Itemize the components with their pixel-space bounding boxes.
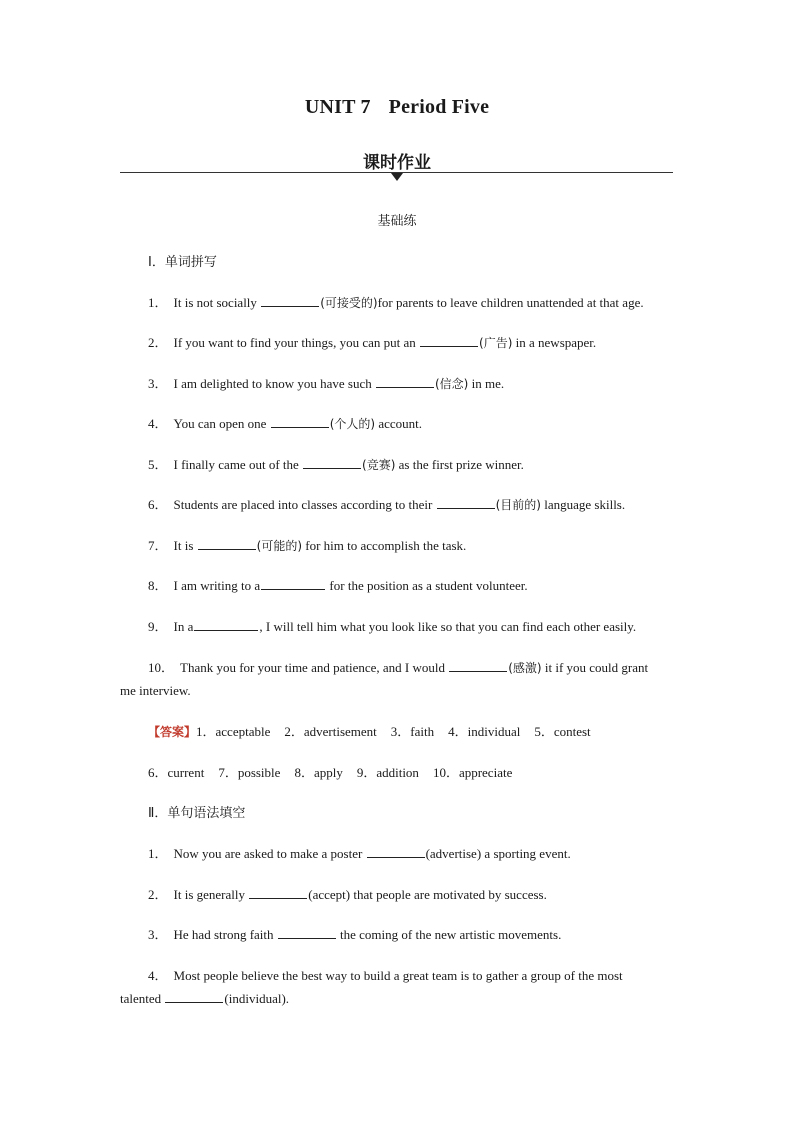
question-item: 3． I am delighted to know you have such (信念) in me. [148, 376, 505, 391]
question-item-continuation: me interview. [120, 683, 191, 698]
answer-row: 【答案】1．acceptable 2．advertisement 3．faith 4．individual 5．contest [148, 724, 591, 739]
title-period: Period Five [388, 96, 490, 118]
part1-heading: Ⅰ．单词拼写 [148, 255, 217, 270]
question-item: 5． I finally came out of the (竞赛) as the first prize winner. [148, 457, 524, 472]
section-label: 基础练 [377, 214, 417, 229]
answer-label: 【答案】 [148, 725, 197, 739]
question-item: 6． Students are placed into classes according to their (目前的) language skills. [148, 497, 626, 512]
answer-blank[interactable] [194, 619, 258, 631]
question-item: 4． Most people believe the best way to build a great team is to gather a group of the most [148, 968, 623, 983]
answer-blank[interactable] [437, 497, 495, 509]
answer-blank[interactable] [367, 846, 425, 858]
question-item: 7． It is (可能的) for him to accomplish the task. [148, 538, 467, 553]
answer-blank[interactable] [261, 295, 319, 307]
answer-row: 6．current 7．possible 8．apply 9．addition 10．appreciate [148, 765, 513, 780]
page-subtitle: 课时作业 [363, 153, 431, 173]
answer-blank[interactable] [303, 457, 361, 469]
title-unit: UNIT 7 [304, 96, 371, 118]
answer-blank[interactable] [249, 887, 307, 899]
triangle-marker-icon [391, 173, 403, 181]
answer-blank[interactable] [278, 927, 336, 939]
answer-blank[interactable] [449, 660, 507, 672]
question-item: 8． I am writing to a for the position as a student volunteer. [148, 578, 528, 593]
answer-blank[interactable] [165, 991, 223, 1003]
question-item-continuation: talented (individual). [120, 991, 290, 1006]
answer-blank[interactable] [261, 578, 325, 590]
page-title [0, 96, 794, 119]
answer-blank[interactable] [376, 376, 434, 388]
question-item: 9． In a , I will tell him what you look like so that you can find each other easily. [148, 619, 637, 634]
answer-blank[interactable] [271, 416, 329, 428]
answer-blank[interactable] [420, 335, 478, 347]
part2-heading: Ⅱ．单句语法填空 [148, 806, 246, 821]
question-item: 1． Now you are asked to make a poster (advertise) a sporting event. [148, 846, 571, 861]
question-item: 2． If you want to find your things, you can put an (广告) in a newspaper. [148, 335, 597, 350]
question-item: 4． You can open one (个人的) account. [148, 416, 422, 431]
question-item: 1． It is not socially (可接受的)for parents to leave children unattended at that age. [148, 295, 644, 310]
question-item: 10． Thank you for your time and patience, and I would (感激) it if you could grant [148, 660, 649, 675]
question-item: 2． It is generally (accept) that people are motivated by success. [148, 887, 547, 902]
answer-blank[interactable] [198, 538, 256, 550]
question-item: 3． He had strong faith the coming of the new artistic movements. [148, 927, 562, 942]
